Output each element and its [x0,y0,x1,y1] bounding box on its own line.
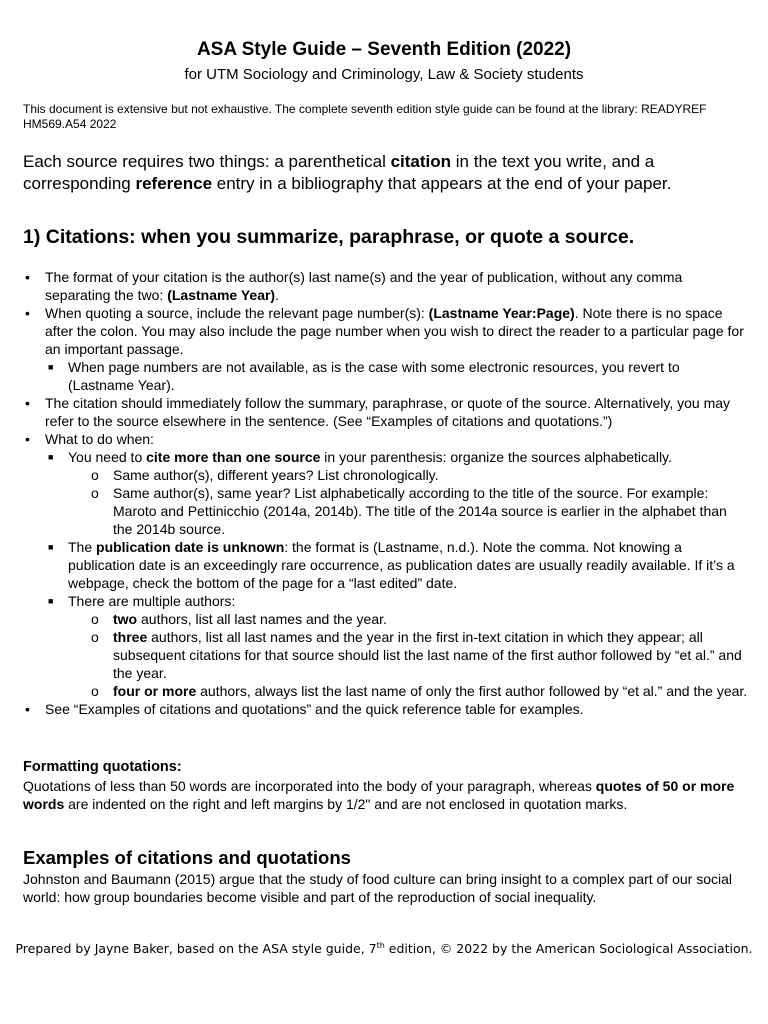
examples-paragraph: Johnston and Baumann (2015) argue that the study of food culture can bring insight to a complex part of our social world: how group boundaries become visible and part of the reproduction of social inequality. [23,871,732,905]
section-heading-citations: 1) Citations: when you summarize, paraphrase, or quote a source. [23,226,635,248]
list-item: ■ There are multiple authors: [48,593,236,609]
circle-bullet-marker: o [91,485,99,501]
list-item: o Same author(s), different years? List chronologically. [91,467,439,483]
list-item: ■ The publication date is unknown: the format is (Lastname, n.d.). Note the comma. Not knowing a publication date is an exceedingly rare occurrence, as publication dates are usually readily available. If it’s a webpage, check the bottom of the page for a “last edited” date. [48,539,735,591]
list-item: • What to do when: [25,431,154,447]
square-bullet-marker: ■ [48,596,54,606]
citation-rules-list [23,268,748,718]
list-item: • The citation should immediately follow the summary, paraphrase, or quote of the source. Alternatively, you may refer to the source elsewhere in the sentence. (See “Examples of citations and quotations.”) [25,395,731,429]
formatting-quotations-heading: Formatting quotations: [23,759,182,775]
square-bullet-marker: ■ [48,542,54,552]
list-item: o Same author(s), same year? List alphabetically according to the title of the source. For example: Maroto and Pettinicchio (2014a, 2014b). The title of the 2014a source is earlier in the alphabet than the 2014b source. [91,485,727,537]
square-bullet-marker: ■ [48,452,54,462]
list-item: o two authors, list all last names and the year. [91,611,387,627]
document-title: ASA Style Guide – Seventh Edition (2022) [196,39,572,60]
bullet-marker: • [25,269,30,285]
circle-bullet-marker: o [91,629,99,645]
circle-bullet-marker: o [91,683,99,699]
bullet-marker: • [25,395,30,411]
circle-bullet-marker: o [91,467,99,483]
formatting-quotations-paragraph: Quotations of less than 50 words are incorporated into the body of your paragraph, whereas quotes of 50 or more words are indented on the right and left margins by 1/2" and are not enclosed in quotation marks. [23,778,735,812]
list-item: o three authors, list all last names and the year in the first in-text citation in which they appear; all subsequent citations for that source should list the last name of the first author followed by “et al.” and the year. [91,629,742,681]
list-item: • The format of your citation is the author(s) last name(s) and the year of publication, without any comma separating the two: (Lastname Year). [25,269,683,303]
circle-bullet-marker: o [91,611,99,627]
document-subtitle: for UTM Sociology and Criminology, Law & Society students [184,66,584,83]
footer-credit: Prepared by Jayne Baker, based on the ASA style guide, 7th edition, © 2022 by the American Sociological Association. [15,940,753,956]
list-item: ■ When page numbers are not available, as is the case with some electronic resources, you revert to (Lastname Year). [48,359,680,393]
list-item: o four or more authors, always list the last name of only the first author followed by “et al.” and the year. [91,683,748,699]
list-item: • See “Examples of citations and quotations” and the quick reference table for examples. [25,701,584,717]
intro-paragraph: Each source requires two things: a parenthetical citation in the text you write, and a corresponding reference entry in a bibliography that appears at the end of your paper. [23,152,672,193]
list-item: • When quoting a source, include the relevant page number(s): (Lastname Year:Page). Note there is no space after the colon. You may also include the page number when you wish to direct the reader to a particular page for an important passage. [25,305,744,357]
examples-heading: Examples of citations and quotations [23,847,351,868]
bullet-marker: • [25,431,30,447]
disclaimer-text: This document is extensive but not exhaustive. The complete seventh edition style guide can be found at the library: READYREF HM569.A54 2022 [23,102,707,131]
bullet-marker: • [25,701,30,717]
list-item: ■ You need to cite more than one source in your parenthesis: organize the sources alphabetically. [48,449,672,465]
square-bullet-marker: ■ [48,362,54,372]
bullet-marker: • [25,305,30,321]
